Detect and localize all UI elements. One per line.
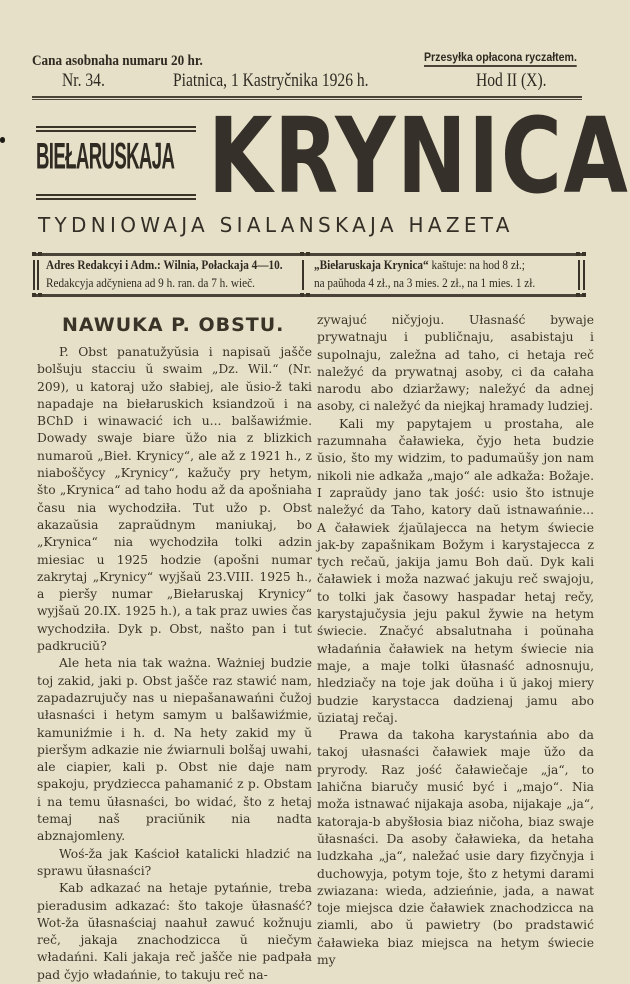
paragraph: Ale heta nia tak ważna. Ważniej budzie toj zakid, jaki p. Obst jašče raz stawić nam, zapadazrujučy nas u niepašanawańni čužoj ułasnaści i hetym samym u balšawiźmie, kamuniźmie i h. d. Na hety zakid my ŭ pieršym adkazie nie źwiarnuli bolšaj uwahi, ale ciapier, kali p. Obst nie daje nam spakoju, prydziecca pahamanić z p. Obstam i na temu ŭłasnaści, bo widać, što z hetaj temaj naš praciŭnik nia nadta abznajomleny. [37,656,312,844]
paragraph: Kali my papytajem u prostaha, ale razumnaha čaławieka, čyjo heta budzie ŭsio, što my widzim, to padumaŭšy jon nam nikoli nie adkaža „majo“ ale adkaža: Božaje. I zapraŭdy jano tak jość: usio što istnuje naležyć da Taho, katory daŭ istnawańnie... A čaławiek źjaŭlajecca na hetym świecie jak-by zapašnikam Božym i karystajecca z tych rečaŭ, jakija jamu Boh daŭ. Dyk kali čaławiek i moža nazwać jakuju reč swajoju, to tolki jak časowy haspadar hetaj rečy, karystajučysia jeju pakul žywie na hetym świecie. Značyć absalutnaha i poŭnaha władańnia čaławiek na hetym świecie nia maje, a maje tolki ŭłasnaść adnosnuju, hledziačy na toje jak doŭha i ŭ jakoj miery budzie karystacca dadzienaj jamu abo ŭziataj rečaj. [317,416,594,725]
box-border-left [33,260,35,290]
corner-ornament [576,293,580,297]
middle-ornament [306,293,310,297]
paragraph: zywajuć ničyjoju. Ułasnaść bywaje prywatnaju i publičnaju, asabistaju i supolnaju, zaležna ad taho, ci hetaja reč naležyć da prywatnaj asoby, ci da całaha narodu abo dziaržawy; naležyć da adnej asoby, ci naležyć da niejkaj hramady ludziej. [317,313,594,414]
middle-ornament [306,252,310,256]
subscription-title: „Biełaruskaja Krynica“ [314,258,429,272]
box-border-right [583,260,585,290]
office-hours: Redakcyja adčyniena ad 9 h. ran. da 7 h. wieč. [46,276,255,290]
corner-ornament [38,293,42,297]
corner-ornament [32,252,36,256]
corner-ornament [582,293,586,297]
side-title: BIEŁARUSKAJA [36,136,175,178]
side-rule-top [36,126,196,132]
newspaper-title: KRYNICA [208,95,630,217]
corner-ornament [576,252,580,256]
middle-ornament [300,252,304,256]
info-box [32,250,586,298]
subscription-line-2: na paŭhoda 4 zł., na 3 mies. 2 zł., na 1 mies. 1 zł. [314,276,536,290]
subscription-price: kaštuje: na hod 8 zł.; [428,258,525,272]
address-line: Adres Redakcyi i Adm.: Wilnia, Połackaja 4—10. [46,258,283,272]
paragraph: Prawa da takoha karystańnia abo da takoj ułasnaści čaławiek maje ŭžo da pryrody. Raz jość čaławiečaje „ja“, to lahična biaručy musić być i „majo“. Nia moža istnawać nijakaja asoba, nijakaje „ja“, katoraja-b abyšłosia biaz ničoha, biaz swaje ŭłasnaści. Da asoby čaławieka, da hetaha ludzkaha „ja“, naležać usie dary fizyčnyja i duchowyja, potym toje, što z hetymi darami zwiazana: wieda, adzieńnie, jada, a nawat toje miejsca dzie čaławiek znachodzicca na ziamli, abo ŭ pawietry (bo pradstawić čaławieka biaz miejsca na hetym świecie my [317,728,594,967]
box-border-left [37,260,39,290]
box-divider [302,260,304,290]
issue-date: Piatnica, 1 Kastryčnika 1926 h. [173,70,369,91]
newspaper-subtitle: TYDNIOWAJA SIALANSKAJA HAZETA [38,213,514,237]
corner-ornament [582,252,586,256]
paragraph: Kab adkazać na hetaje pytańnie, treba pieradusim adkazać: što takoje ŭłasnaść? Wot-ža ŭłasnaściaj naahuł zawuć kožnuju reč, jakaja znachodzicca ŭ niečym władańni. Kali jakaja reč jašče nie padpała pad čyjo władańnie, to takuju reč na- [37,881,312,982]
box-border-right [578,260,580,290]
corner-ornament [32,293,36,297]
price-note: Cana asobnaha numaru 20 hr. [32,53,203,69]
issue-year: Hod II (X). [476,70,547,91]
binding-hole [0,137,5,143]
corner-ornament [38,252,42,256]
paragraph: P. Obst panatužyŭsia i napisaŭ jašče bolšuju stacciu ŭ swaim „Dz. Wil.“ (Nr. 209), u katoraj užo słabiej, ale ŭsio-ž taki napadaje na biełaruskich ksiandzoŭ i na BChD i winawacić ich u... balšawiźmie. Dowady swaje biare ŭžo nia z blizkich numaroŭ „Bieł. Krynicy“, ale až z 1921 h., z niaboščycy „Krynicy“, kažučy pry hetym, što „Krynica“ ad taho hodu až da apošniaha času nia wychodziła. Tut užo p. Obst akazaŭsia zapraŭdnym maniukaj, bo „Krynica“ nia wychodziła tolki adzin miesiac u 1925 hodzie (apošni numar zakrytaj „Krynicy“ wyjšaŭ 23.VIII. 1925 h., a pieršy numar „Biełaruskaj Krynicy“ wyjšaŭ 20.IX. 1925 h.), a tak praz uwies čas wychodziła. Dyk p. Obst, našto pan i tut padkruciŭ? [37,345,312,654]
paragraph: Woś-ža jak Kaścioł katalicki hladzić na sprawu ŭłasnaści? [37,846,312,878]
middle-ornament [300,293,304,297]
side-rule-bottom [36,194,196,200]
subscription-line-1 [314,258,525,273]
postage-note: Przesyłka opłacona ryczałtem. [424,52,577,67]
article-column-right [317,312,594,969]
article-headline: NAWUKA P. OBSTU. [62,314,285,336]
issue-number: Nr. 34. [62,70,105,91]
article-column-left [37,344,312,984]
